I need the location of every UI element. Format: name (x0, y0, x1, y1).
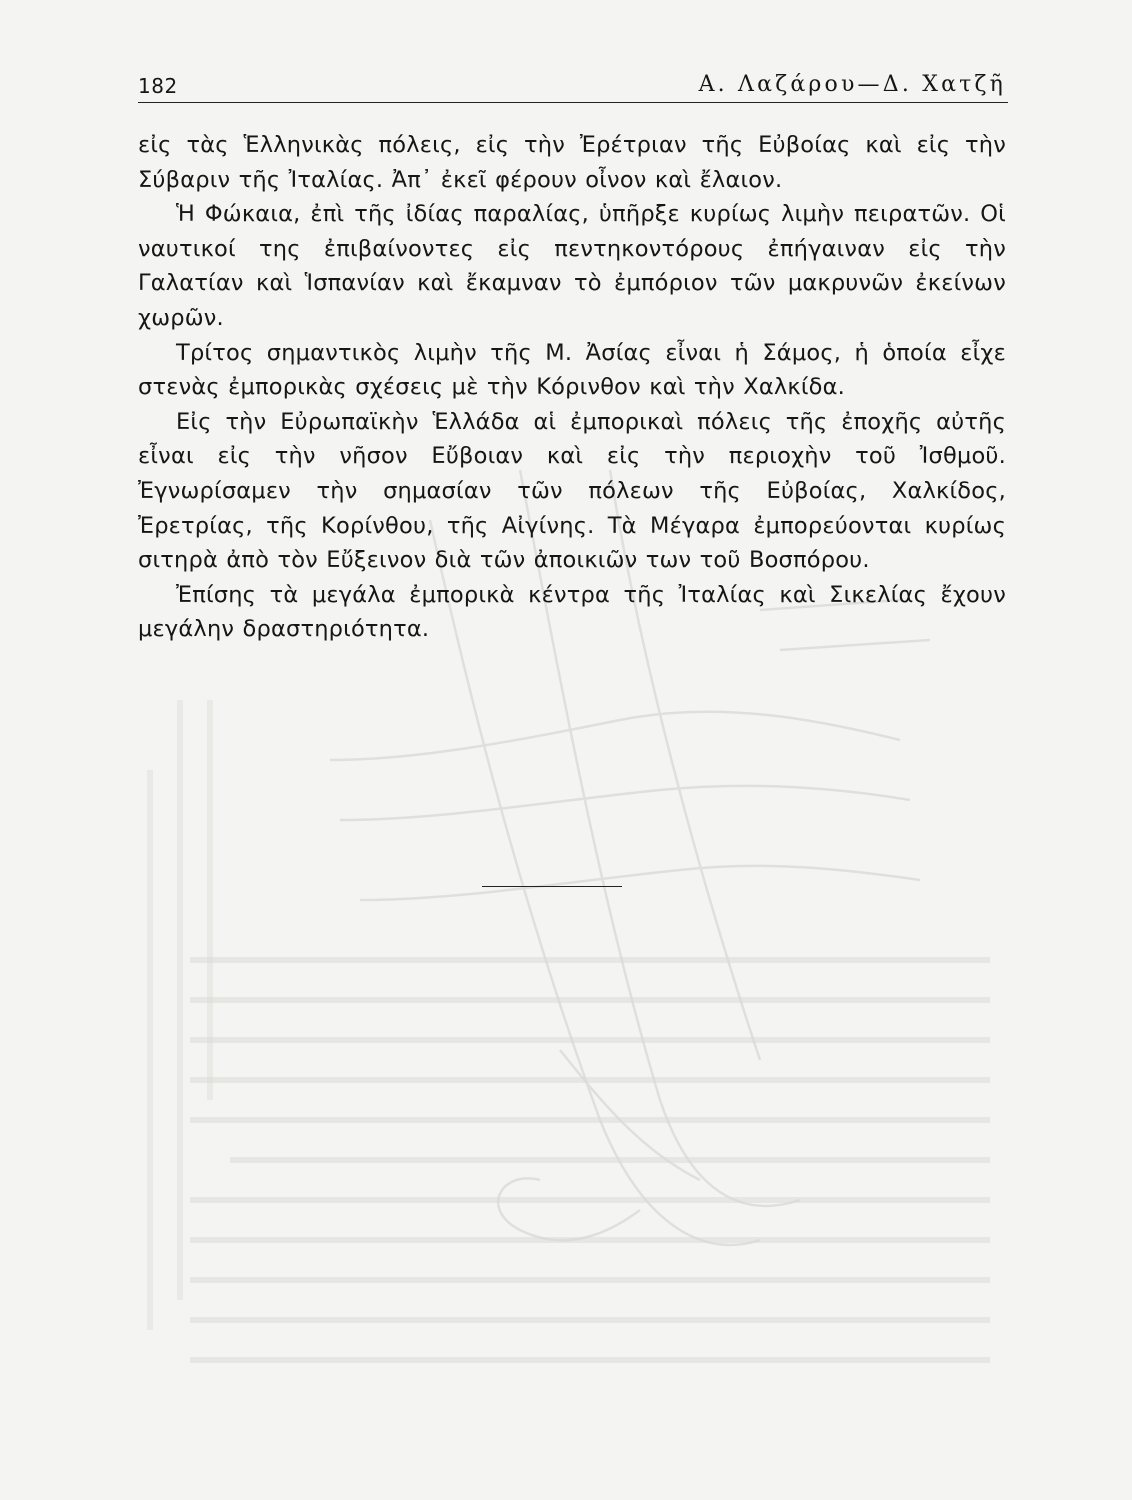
body-text (138, 128, 1006, 647)
running-head: Α. Λαζάρου—Δ. Χατζῆ (698, 72, 1006, 97)
paragraph: Τρίτος σημαντικὸς λιμὴν τῆς Μ. Ἀσίας εἶναι ἡ Σάμος, ἡ ὁποία εἶχε στενὰς ἐμπορικὰς σχέσεις μὲ τὴν Κόρινθον καὶ τὴν Χαλκίδα. (138, 339, 1006, 401)
page-header (138, 72, 1008, 103)
paragraph: εἰς τὰς Ἑλληνικὰς πόλεις, εἰς τὴν Ἐρέτριαν τῆς Εὐβοίας καὶ εἰς τὴν Σύβαριν τῆς Ἰταλίας. Ἀπ᾽ ἐκεῖ φέρουν οἶνον καὶ ἔλαιον. (138, 132, 1006, 193)
paragraph: Εἰς τὴν Εὐρωπαϊκὴν Ἑλλάδα αἱ ἐμπορικαὶ πόλεις τῆς ἐποχῆς αὐτῆς εἶναι εἰς τὴν νῆσον Εὔβοιαν καὶ εἰς τὴν περιοχὴν τοῦ Ἰσθμοῦ. Ἐγνωρίσαμεν τὴν σημασίαν τῶν πόλεων τῆς Εὐβοίας, Χαλκίδος, Ἐρετρίας, τῆς Κορίνθου, τῆς Αἰγίνης. Τὰ Μέγαρα ἐμπορεύονται κυρίως σιτηρὰ ἀπὸ τὸν Εὔξεινον διὰ τῶν ἀποικιῶν των τοῦ Βοσπόρου. (138, 408, 1006, 574)
section-end-rule (482, 886, 622, 887)
paragraph: Ἡ Φώκαια, ἐπὶ τῆς ἰδίας παραλίας, ὑπῆρξε κυρίως λιμὴν πειρατῶν. Οἱ ναυτικοί της ἐπιβαίνοντες εἰς πεντηκοντόρους ἐπήγαιναν εἰς τὴν Γαλατίαν καὶ Ἱσπανίαν καὶ ἔκαμναν τὸ ἐμπόριον τῶν μακρυνῶν ἐκείνων χωρῶν. (138, 201, 1006, 331)
paragraph: Ἐπίσης τὰ μεγάλα ἐμπορικὰ κέντρα τῆς Ἰταλίας καὶ Σικελίας ἔχουν μεγάλην δραστηριότητα. (138, 581, 1006, 643)
page-number: 182 (138, 74, 178, 98)
